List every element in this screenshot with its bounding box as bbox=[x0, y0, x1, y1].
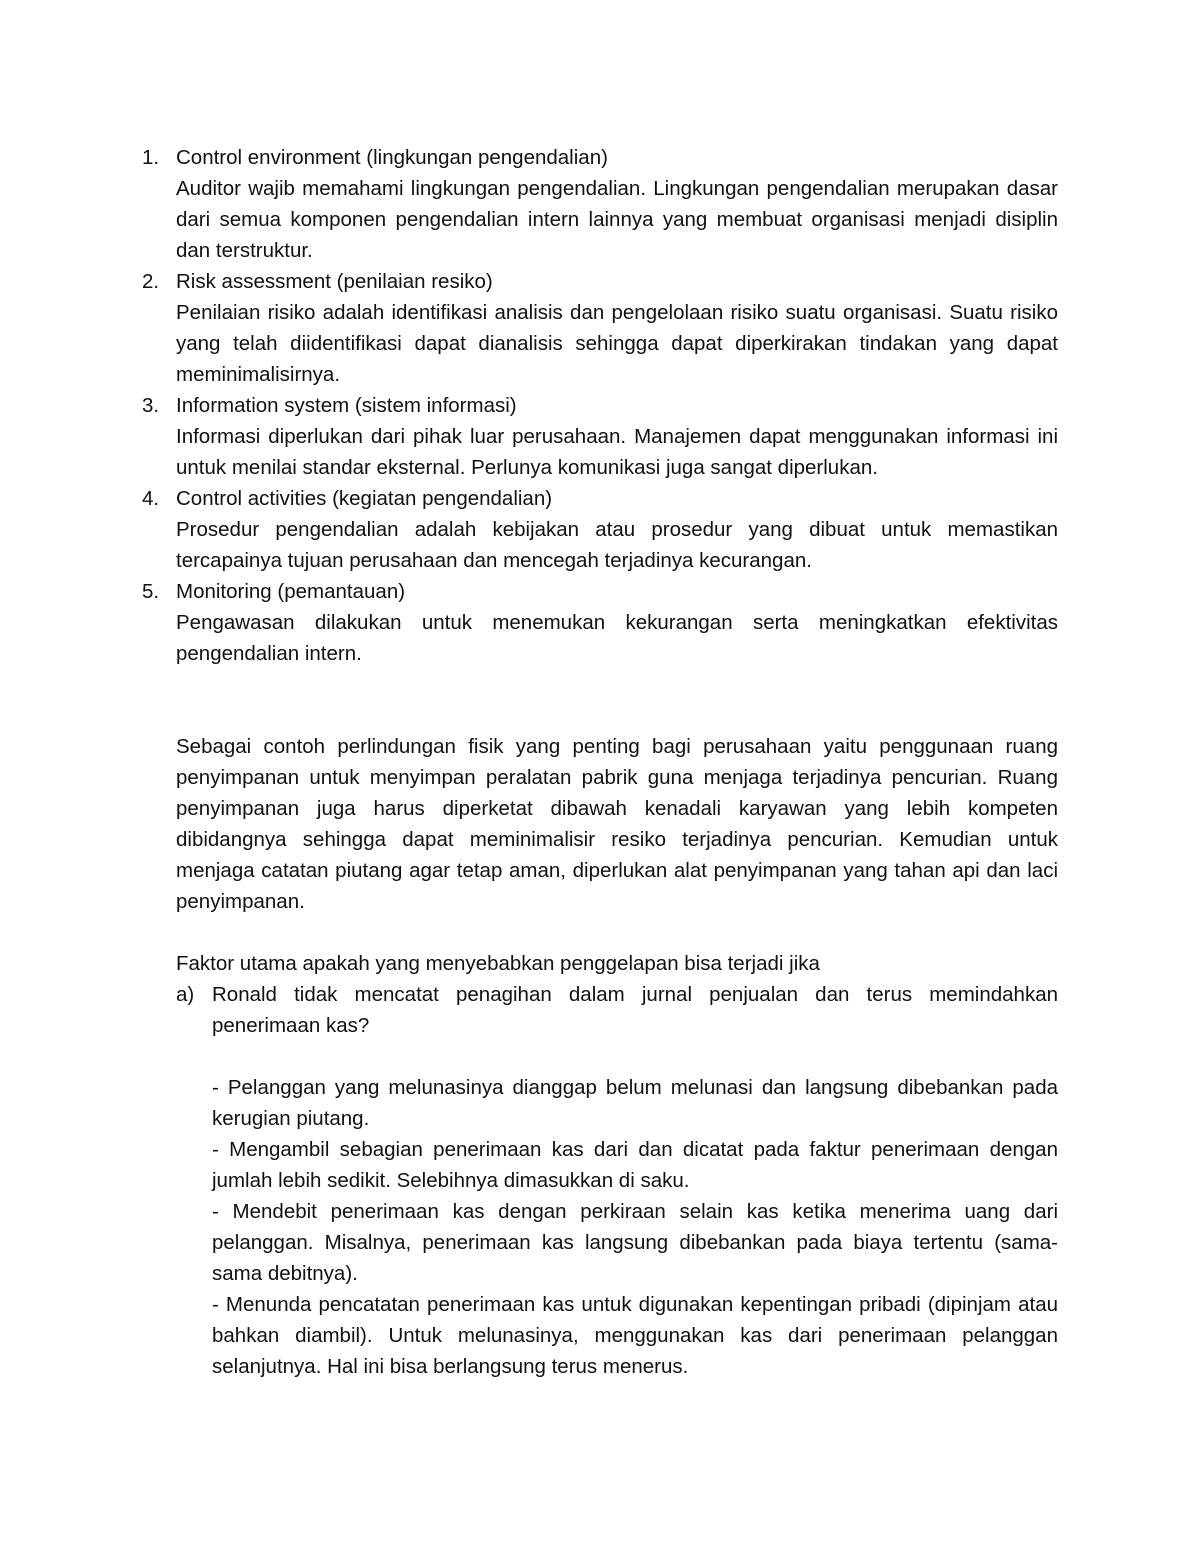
answer-item: - Mendebit penerimaan kas dengan perkiraan selain kas ketika menerima uang dari pelanggan. Misalnya, penerimaan kas langsung dibebankan pada biaya tertentu (sama-sama debitnya). bbox=[212, 1200, 1058, 1285]
question-marker: a) bbox=[176, 983, 195, 1006]
list-number: 4. bbox=[142, 487, 160, 510]
item-title: Information system (sistem informasi) bbox=[176, 394, 517, 417]
list-item bbox=[142, 576, 1058, 669]
answer-item: - Menunda pencatatan penerimaan kas untuk digunakan kepentingan pribadi (dipinjam atau bahkan diambil). Untuk melunasinya, menggunakan kas dari penerimaan pelanggan selanjutnya. Hal ini bisa berlangsung terus menerus. bbox=[212, 1293, 1058, 1378]
question-item bbox=[176, 979, 1058, 1041]
item-title: Risk assessment (penilaian resiko) bbox=[176, 270, 493, 293]
item-description: Informasi diperlukan dari pihak luar perusahaan. Manajemen dapat menggunakan informasi ini untuk menilai standar eksternal. Perlunya komunikasi juga sangat diperlukan. bbox=[176, 425, 1058, 479]
spacer bbox=[176, 917, 1058, 948]
document-body bbox=[142, 142, 1058, 1382]
spacer bbox=[176, 1041, 1058, 1072]
item-title: Control environment (lingkungan pengendalian) bbox=[176, 146, 608, 169]
answer-item: - Mengambil sebagian penerimaan kas dari dan dicatat pada faktur penerimaan dengan jumlah lebih sedikit. Selebihnya dimasukkan di saku. bbox=[212, 1138, 1058, 1192]
answer-item: - Pelanggan yang melunasinya dianggap belum melunasi dan langsung dibebankan pada kerugian piutang. bbox=[212, 1076, 1058, 1130]
spacer bbox=[176, 669, 1058, 731]
components-list bbox=[142, 142, 1058, 669]
list-number: 5. bbox=[142, 580, 160, 603]
item-description: Penilaian risiko adalah identifikasi analisis dan pengelolaan risiko suatu organisasi. Suatu risiko yang telah diidentifikasi dapat dianalisis sehingga dapat diperkirakan tindakan yang dapat meminimalisirnya. bbox=[176, 301, 1058, 386]
list-item bbox=[142, 266, 1058, 390]
list-item bbox=[142, 483, 1058, 576]
question-text: Ronald tidak mencatat penagihan dalam jurnal penjualan dan terus memindahkan penerimaan kas? bbox=[212, 983, 1058, 1037]
physical-protection-paragraph: Sebagai contoh perlindungan fisik yang penting bagi perusahaan yaitu penggunaan ruang penyimpanan untuk menyimpan peralatan pabrik guna menjaga terjadinya pencurian. Ruang penyimpanan juga harus diperketat dibawah kenadali karyawan yang lebih kompeten dibidangnya sehingga dapat meminimalisir resiko terjadinya pencurian. Kemudian untuk menjaga catatan piutang agar tetap aman, diperlukan alat penyimpanan yang tahan api dan laci penyimpanan. bbox=[176, 735, 1058, 913]
question-list bbox=[176, 979, 1058, 1041]
answer-list bbox=[176, 1072, 1058, 1382]
list-number: 3. bbox=[142, 394, 160, 417]
item-description: Pengawasan dilakukan untuk menemukan kekurangan serta meningkatkan efektivitas pengendalian intern. bbox=[176, 611, 1058, 665]
list-item bbox=[142, 142, 1058, 266]
item-title: Control activities (kegiatan pengendalian) bbox=[176, 487, 553, 510]
list-number: 2. bbox=[142, 270, 160, 293]
list-item bbox=[142, 390, 1058, 483]
item-description: Prosedur pengendalian adalah kebijakan atau prosedur yang dibuat untuk memastikan tercapainya tujuan perusahaan dan mencegah terjadinya kecurangan. bbox=[176, 518, 1058, 572]
question-heading: Faktor utama apakah yang menyebabkan penggelapan bisa terjadi jika bbox=[176, 952, 820, 975]
item-title: Monitoring (pemantauan) bbox=[176, 580, 406, 603]
list-number: 1. bbox=[142, 146, 160, 169]
item-description: Auditor wajib memahami lingkungan pengendalian. Lingkungan pengendalian merupakan dasar dari semua komponen pengendalian intern lainnya yang membuat organisasi menjadi disiplin dan terstruktur. bbox=[176, 177, 1058, 262]
